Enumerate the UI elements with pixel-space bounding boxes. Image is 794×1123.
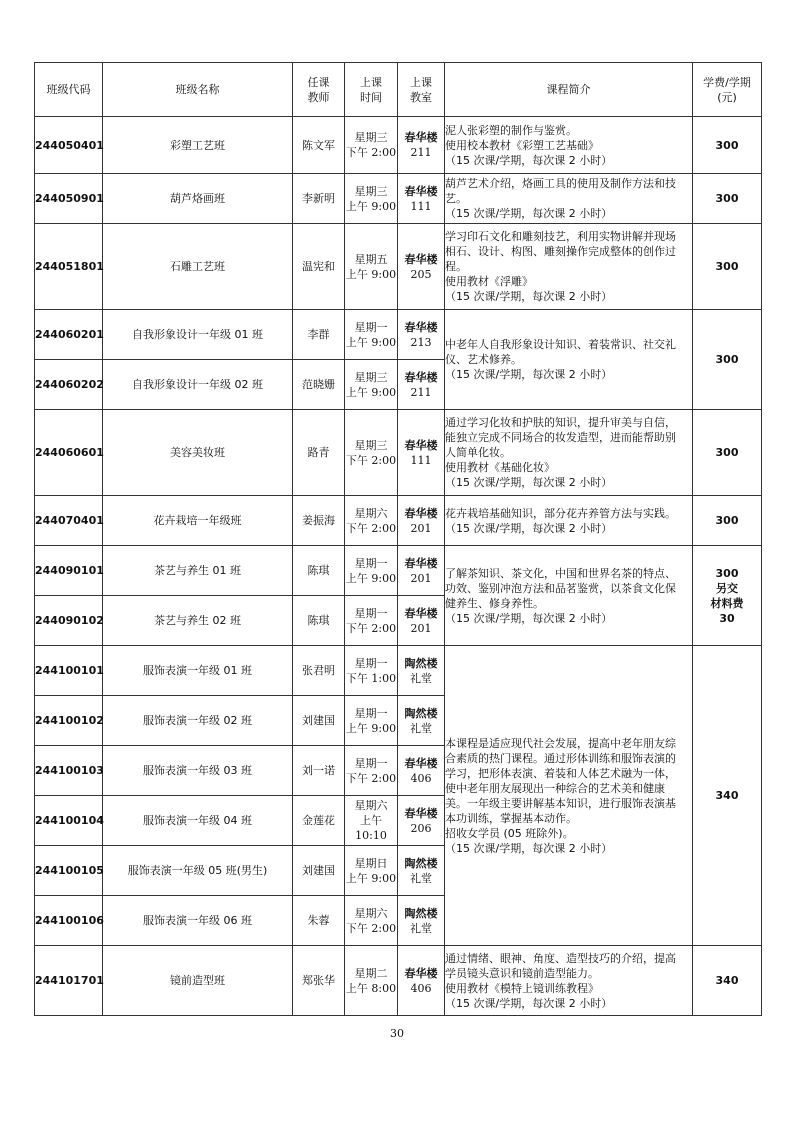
classroom-number: 111	[410, 453, 432, 467]
tuition-fee	[693, 410, 762, 496]
class-time-line: 星期一	[354, 556, 388, 570]
classroom	[398, 746, 445, 796]
course-intro	[445, 117, 693, 174]
class-time-line: 上午 8:00	[345, 981, 397, 995]
header-teacher: 任课 教师	[293, 63, 345, 117]
class-time	[345, 696, 398, 746]
course-intro-line: 使用教材《浮雕》	[445, 275, 533, 288]
course-intro-line: 学习，把形体表演、着装和人体艺术融为一体，	[445, 766, 676, 780]
class-time	[345, 360, 398, 410]
classroom	[398, 796, 445, 846]
table-row	[35, 546, 762, 596]
classroom-number: 201	[410, 571, 432, 585]
classroom	[398, 360, 445, 410]
table-row	[35, 117, 762, 174]
teacher-name: 刘建国	[293, 696, 345, 746]
class-time-line: 星期三	[354, 370, 388, 384]
course-intro	[445, 310, 693, 410]
classroom-number: 礼堂	[410, 871, 432, 885]
tuition-fee-line: 300	[715, 138, 739, 152]
class-code: 244100106	[35, 896, 103, 946]
classroom-building: 春华楼	[404, 806, 438, 820]
class-time-line: 星期六	[354, 906, 388, 920]
course-intro-line: 仪、艺术修养。	[445, 353, 522, 366]
class-time-line: 星期五	[354, 252, 388, 266]
tuition-fee-line: 300	[715, 192, 739, 205]
classroom-building: 春华楼	[404, 320, 438, 334]
class-code: 244050901	[35, 174, 103, 224]
classroom	[398, 896, 445, 946]
tuition-fee-line: 300	[715, 446, 739, 459]
table-row	[35, 174, 762, 224]
class-code: 244100101	[35, 646, 103, 696]
class-time	[345, 596, 398, 646]
table-row	[35, 496, 762, 546]
header-code: 班级代码	[35, 63, 103, 117]
course-intro-line: （15 次课/学期，每次课 2 小时）	[445, 368, 613, 381]
class-time-line: 星期一	[354, 756, 388, 770]
class-time	[345, 746, 398, 796]
classroom-building: 春华楼	[404, 556, 438, 570]
class-code: 244070401	[35, 496, 103, 546]
course-intro-line: 艺。	[445, 192, 467, 205]
classroom-number: 201	[410, 621, 432, 635]
course-intro-line: 能独立完成不同场合的妆发造型，进而能帮助别	[445, 431, 676, 444]
classroom-building: 春华楼	[404, 370, 438, 384]
tuition-fee	[693, 946, 762, 1016]
course-intro-line: （15 次课/学期，每次课 2 小时）	[445, 290, 613, 303]
classroom-building: 春华楼	[404, 966, 438, 980]
tuition-fee-line: 材料费	[710, 596, 744, 610]
course-intro-line: 学习印石文化和雕刻技艺，利用实物讲解并现场	[445, 230, 676, 243]
class-time-line: 星期六	[354, 506, 388, 520]
classroom-number: 111	[410, 199, 432, 213]
class-time-line: 星期一	[354, 606, 388, 620]
class-name: 服饰表演一年级 04 班	[103, 796, 293, 846]
tuition-fee	[693, 496, 762, 546]
class-code: 244051801	[35, 224, 103, 310]
class-code: 244100102	[35, 696, 103, 746]
class-code: 244060202	[35, 360, 103, 410]
course-intro-line: （15 次课/学期，每次课 2 小时）	[445, 153, 613, 167]
teacher-name: 姜振海	[293, 496, 345, 546]
classroom-number: 205	[410, 267, 432, 281]
class-time	[345, 496, 398, 546]
header-room: 上课 教室	[398, 63, 445, 117]
class-time	[345, 546, 398, 596]
course-intro-line: 泥人张彩塑的制作与鉴赏。	[445, 123, 577, 137]
classroom-building: 春华楼	[404, 606, 438, 620]
class-name: 服饰表演一年级 02 班	[103, 696, 293, 746]
course-table	[34, 62, 762, 1016]
course-intro-line: 相石、设计、构图、雕刻操作完成整体的创作过	[445, 245, 676, 258]
tuition-fee-line: 300	[715, 260, 739, 273]
table-row	[35, 224, 762, 310]
class-name: 服饰表演一年级 01 班	[103, 646, 293, 696]
class-time-line: 上午 9:00	[345, 385, 397, 399]
classroom-building: 陶然楼	[404, 856, 438, 870]
class-time-line: 上午 9:00	[345, 267, 397, 281]
class-time	[345, 174, 398, 224]
class-time	[345, 846, 398, 896]
class-time-line: 星期日	[354, 856, 388, 870]
course-intro-line: 人简单化妆。	[445, 446, 511, 459]
course-intro-line: 了解茶知识、茶文化，中国和世界名茶的特点、	[445, 566, 676, 580]
class-time	[345, 310, 398, 360]
tuition-fee	[693, 546, 762, 646]
header-intro: 课程简介	[445, 63, 693, 117]
course-intro	[445, 496, 693, 546]
classroom-number: 211	[410, 385, 432, 399]
course-intro-line: （15 次课/学期，每次课 2 小时）	[445, 996, 613, 1010]
class-name: 石雕工艺班	[103, 224, 293, 310]
classroom-building: 春华楼	[404, 184, 438, 198]
teacher-name: 张君明	[293, 646, 345, 696]
class-time-line: 星期一	[354, 706, 388, 720]
class-time-line: 星期三	[354, 131, 388, 144]
classroom-building: 春华楼	[404, 756, 438, 770]
classroom	[398, 310, 445, 360]
class-time	[345, 796, 398, 846]
class-time	[345, 224, 398, 310]
class-name: 茶艺与养生 02 班	[103, 596, 293, 646]
class-time-line: 星期三	[354, 438, 388, 452]
classroom	[398, 496, 445, 546]
tuition-fee-line: 300	[715, 566, 739, 580]
classroom	[398, 174, 445, 224]
class-name: 葫芦烙画班	[103, 174, 293, 224]
class-time-line: 上午 10:10	[355, 814, 387, 842]
class-time-line: 下午 2:00	[345, 621, 397, 635]
class-time	[345, 946, 398, 1016]
class-time-line: 下午 2:00	[345, 521, 397, 535]
classroom-number: 礼堂	[410, 721, 432, 735]
class-time	[345, 117, 398, 174]
class-name: 自我形象设计一年级 01 班	[103, 310, 293, 360]
course-intro-line: 花卉栽培基础知识，部分花卉养管方法与实践。	[445, 506, 676, 520]
class-time-line: 下午 2:00	[345, 771, 397, 785]
teacher-name: 金莲花	[293, 796, 345, 846]
course-intro-line: 学员镜头意识和镜前造型能力。	[445, 966, 599, 980]
classroom-building: 春华楼	[404, 506, 438, 520]
class-time-line: 下午 1:00	[345, 671, 397, 685]
table-row	[35, 946, 762, 1016]
course-intro-line: 本功训练，掌握基本动作。	[445, 811, 577, 825]
course-intro-line: 使中老年朋友展现出一种综合的艺术美和健康	[445, 781, 665, 795]
tuition-fee-line: 另交	[716, 581, 738, 595]
teacher-name: 陈琪	[293, 596, 345, 646]
class-name: 服饰表演一年级 06 班	[103, 896, 293, 946]
course-intro-line: （15 次课/学期，每次课 2 小时）	[445, 476, 613, 489]
teacher-name: 路青	[293, 410, 345, 496]
class-time-line: 下午 2:00	[345, 453, 397, 467]
course-intro	[445, 410, 693, 496]
course-intro-line: 通过情绪、眼神、角度、造型技巧的介绍，提高	[445, 951, 676, 965]
course-intro-line: （15 次课/学期，每次课 2 小时）	[445, 521, 613, 535]
course-intro-line: 美。一年级主要讲解基本知识，进行服饰表演基	[445, 796, 676, 810]
tuition-fee	[693, 310, 762, 410]
classroom	[398, 224, 445, 310]
class-code: 244090102	[35, 596, 103, 646]
classroom-number: 213	[410, 335, 432, 349]
course-intro	[445, 224, 693, 310]
class-name: 美容美妆班	[103, 410, 293, 496]
course-intro-line: 功效、鉴别冲泡方法和品茗鉴赏，以茶食文化保	[445, 581, 676, 595]
teacher-name: 刘一诺	[293, 746, 345, 796]
table-row	[35, 646, 762, 696]
classroom	[398, 410, 445, 496]
page-number: 30	[390, 1027, 404, 1040]
classroom	[398, 596, 445, 646]
class-time-line: 星期一	[354, 320, 388, 334]
classroom-number: 201	[410, 521, 432, 535]
table-row	[35, 410, 762, 496]
classroom	[398, 646, 445, 696]
header-fee: 学费/学期 (元)	[693, 63, 762, 117]
tuition-fee	[693, 174, 762, 224]
classroom-building: 春华楼	[404, 438, 438, 452]
class-code: 244060601	[35, 410, 103, 496]
classroom-building: 陶然楼	[404, 656, 438, 670]
tuition-fee-line: 340	[715, 789, 739, 802]
tuition-fee	[693, 117, 762, 174]
classroom-number: 206	[410, 821, 432, 835]
course-intro-line: 中老年人自我形象设计知识、着装常识、社交礼	[445, 338, 676, 351]
course-intro	[445, 946, 693, 1016]
tuition-fee	[693, 646, 762, 946]
teacher-name: 温宪和	[293, 224, 345, 310]
course-intro-line: 使用校本教材《彩塑工艺基础》	[445, 138, 599, 152]
classroom-number: 211	[410, 146, 432, 159]
course-intro-line: （15 次课/学期，每次课 2 小时）	[445, 207, 613, 220]
class-name: 花卉栽培一年级班	[103, 496, 293, 546]
class-time	[345, 646, 398, 696]
classroom-number: 406	[410, 771, 432, 785]
course-intro-line: 程。	[445, 260, 467, 273]
teacher-name: 范晓姗	[293, 360, 345, 410]
class-code: 244101701	[35, 946, 103, 1016]
class-name: 服饰表演一年级 05 班(男生)	[103, 846, 293, 896]
class-time-line: 上午 9:00	[345, 571, 397, 585]
class-time	[345, 896, 398, 946]
class-code: 244100104	[35, 796, 103, 846]
teacher-name: 刘建国	[293, 846, 345, 896]
class-name: 镜前造型班	[103, 946, 293, 1016]
header-time: 上课 时间	[345, 63, 398, 117]
course-intro-line: 健养生、修身养性。	[445, 596, 544, 610]
tuition-fee-line: 300	[715, 353, 739, 366]
class-time-line: 星期六	[354, 799, 388, 812]
course-intro-line: （15 次课/学期，每次课 2 小时）	[445, 841, 613, 855]
class-time-line: 上午 9:00	[345, 721, 397, 735]
table-row	[35, 310, 762, 360]
classroom-number: 礼堂	[410, 671, 432, 685]
course-intro	[445, 646, 693, 946]
class-code: 244060201	[35, 310, 103, 360]
classroom-building: 陶然楼	[404, 706, 438, 720]
class-time-line: 星期一	[354, 656, 388, 670]
header-row	[35, 63, 762, 117]
tuition-fee-line: 340	[715, 974, 739, 987]
class-code: 244090101	[35, 546, 103, 596]
course-intro-line: 合素质的热门课程。通过形体训练和服饰表演的	[445, 751, 676, 765]
classroom	[398, 946, 445, 1016]
class-time	[345, 410, 398, 496]
classroom-building: 春华楼	[404, 252, 438, 266]
classroom	[398, 846, 445, 896]
classroom	[398, 696, 445, 746]
course-intro-line: 使用教材《基础化妆》	[445, 461, 555, 474]
tuition-fee	[693, 224, 762, 310]
class-time-line: 下午 2:00	[345, 921, 397, 935]
classroom-building: 春华楼	[404, 131, 438, 144]
teacher-name: 陈琪	[293, 546, 345, 596]
class-code: 244050401	[35, 117, 103, 174]
class-time-line: 上午 9:00	[345, 871, 397, 885]
course-intro	[445, 546, 693, 646]
classroom-number: 406	[410, 981, 432, 995]
course-intro-line: 使用教材《模特上镜训练教程》	[445, 981, 599, 995]
course-intro-line: 通过学习化妆和护肤的知识，提升审美与自信，	[445, 416, 676, 429]
class-time-line: 星期二	[354, 966, 388, 980]
header-name: 班级名称	[103, 63, 293, 117]
class-time-line: 上午 9:00	[345, 335, 397, 349]
course-intro-line: 招收女学员 (05 班除外)。	[445, 826, 574, 840]
class-name: 茶艺与养生 01 班	[103, 546, 293, 596]
classroom-building: 陶然楼	[404, 906, 438, 920]
class-time-line: 上午 9:00	[345, 199, 397, 213]
class-name: 彩塑工艺班	[103, 117, 293, 174]
classroom	[398, 546, 445, 596]
course-intro	[445, 174, 693, 224]
class-code: 244100105	[35, 846, 103, 896]
course-intro-line: 葫芦艺术介绍，烙画工具的使用及制作方法和技	[445, 177, 676, 190]
teacher-name: 李群	[293, 310, 345, 360]
class-code: 244100103	[35, 746, 103, 796]
tuition-fee-line: 30	[719, 611, 735, 625]
classroom	[398, 117, 445, 174]
tuition-fee-line: 300	[715, 514, 739, 527]
class-name: 自我形象设计一年级 02 班	[103, 360, 293, 410]
teacher-name: 郑张华	[293, 946, 345, 1016]
class-name: 服饰表演一年级 03 班	[103, 746, 293, 796]
teacher-name: 朱蓉	[293, 896, 345, 946]
class-time-line: 下午 2:00	[345, 146, 397, 159]
course-intro-line: 本课程是适应现代社会发展，提高中老年朋友综	[445, 736, 676, 750]
teacher-name: 李新明	[293, 174, 345, 224]
classroom-number: 礼堂	[410, 921, 432, 935]
course-intro-line: （15 次课/学期，每次课 2 小时）	[445, 611, 613, 625]
class-time-line: 星期三	[354, 184, 388, 198]
teacher-name: 陈文军	[293, 117, 345, 174]
